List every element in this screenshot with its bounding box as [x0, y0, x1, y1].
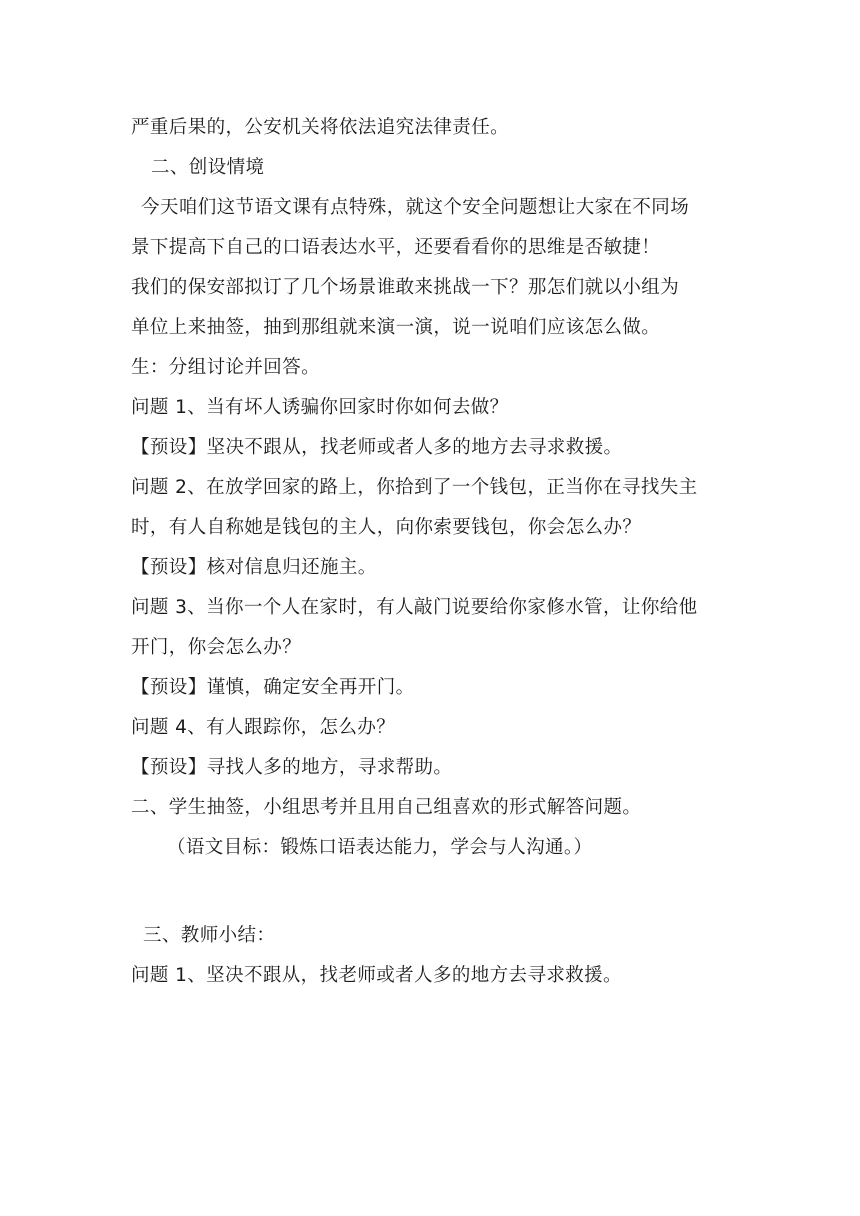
answer-preset-3: 【预设】谨慎，确定安全再开门。: [131, 677, 415, 698]
paragraph-line: 景下提高下自己的口语表达水平，还要看看你的思维是否敏捷！: [131, 237, 661, 258]
answer-preset-1: 【预设】坚决不跟从，找老师或者人多的地方去寻求救援。: [131, 437, 623, 458]
question-4: 问题 4、有人跟踪你，怎么办？: [131, 717, 396, 738]
paragraph-line: 今天咱们这节语文课有点特殊，就这个安全问题想让大家在不同场: [141, 197, 690, 218]
question-3-continued: 开门，你会怎么办？: [131, 637, 302, 658]
section-heading-summary: 三、教师小结：: [143, 925, 276, 946]
answer-preset-4: 【预设】寻找人多的地方，寻求帮助。: [131, 757, 453, 778]
summary-item-1: 问题 1、坚决不跟从，找老师或者人多的地方去寻求救援。: [131, 965, 622, 986]
paragraph-line: 单位上来抽签，抽到那组就来演一演，说一说咱们应该怎么做。: [131, 317, 661, 338]
answer-preset-2: 【预设】核对信息归还施主。: [131, 557, 377, 578]
question-2-continued: 时，有人自称她是钱包的主人，向你索要钱包，你会怎么办？: [131, 517, 642, 538]
language-goal-note: （语文目标：锻炼口语表达能力，学会与人沟通。）: [167, 837, 593, 858]
section-heading-lottery: 二、学生抽签，小组思考并且用自己组喜欢的形式解答问题。: [131, 797, 642, 818]
paragraph-line: 我们的保安部拟订了几个场景谁敢来挑战一下？那怎们就以小组为: [131, 277, 680, 298]
document-body: [131, 108, 731, 996]
question-2: 问题 2、在放学回家的路上，你拾到了一个钱包，正当你在寻找失主: [131, 477, 698, 498]
section-heading-scenario: 二、创设情境: [151, 157, 265, 178]
question-3: 问题 3、当你一个人在家时，有人敲门说要给你家修水管，让你给他: [131, 597, 698, 618]
paragraph-line: 严重后果的，公安机关将依法追究法律责任。: [131, 117, 510, 138]
paragraph-line: 生：分组讨论并回答。: [131, 357, 321, 378]
question-1: 问题 1、当有坏人诱骗你回家时你如何去做？: [131, 397, 509, 418]
blank-line: [131, 868, 731, 916]
